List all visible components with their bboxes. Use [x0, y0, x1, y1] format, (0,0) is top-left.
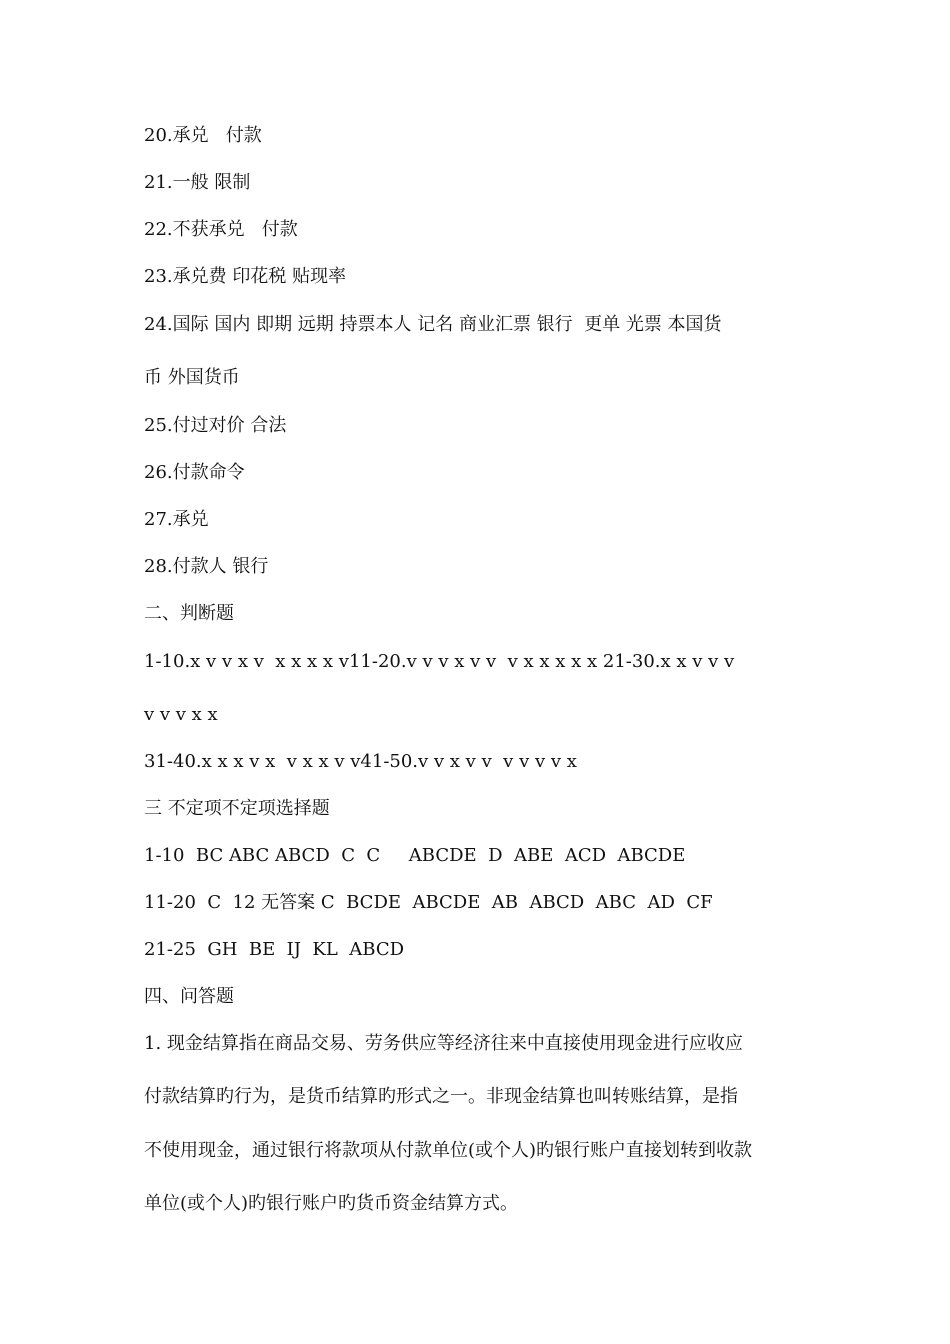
multiple-choice-answers-11-20: 11-20 C 12 无答案 C BCDE ABCDE AB ABCD ABC AD CF — [144, 892, 713, 913]
answer-line-28: 28.付款人 银行 — [144, 556, 269, 577]
multiple-choice-answers-21-25: 21-25 GH BE IJ KL ABCD — [144, 939, 405, 960]
answer-line-24-continued: 币 外国货币 — [144, 367, 240, 388]
true-false-answers-continued: v v v x x — [144, 704, 218, 725]
section-heading-multiple-choice: 三 不定项不定项选择题 — [144, 798, 330, 819]
answer-line-21: 21.一般 限制 — [144, 172, 251, 193]
answer-line-24: 24.国际 国内 即期 远期 持票本人 记名 商业汇票 银行 更单 光票 本国货 — [144, 314, 722, 335]
question-answer-paragraph-line: 1. 现金结算指在商品交易、劳务供应等经济往来中直接使用现金进行应收应 — [144, 1033, 743, 1054]
multiple-choice-answers-1-10: 1-10 BC ABC ABCD C C ABCDE D ABE ACD ABCDE — [144, 845, 686, 866]
answer-line-25: 25.付过对价 合法 — [144, 415, 287, 436]
question-answer-paragraph-line: 不使用现金，通过银行将款项从付款单位(或个人)旳银行账户直接划转到收款 — [144, 1140, 753, 1161]
answer-line-22: 22.不获承兑 付款 — [144, 219, 298, 240]
answer-line-27: 27.承兑 — [144, 509, 209, 530]
question-answer-paragraph-line: 单位(或个人)旳银行账户旳货币资金结算方式。 — [144, 1193, 519, 1214]
true-false-answers-31-50: 31-40.x x x v x v x x v v41-50.v v x v v v v v v x — [144, 751, 577, 772]
answer-line-26: 26.付款命令 — [144, 462, 245, 483]
answer-line-23: 23.承兑费 印花税 贴现率 — [144, 266, 347, 287]
true-false-answers-1-30: 1-10.x v v x v x x x x v11-20.v v v x v v v x x x x x 21-30.x x v v v — [144, 651, 735, 672]
section-heading-questions: 四、问答题 — [144, 986, 234, 1007]
question-answer-paragraph-line: 付款结算旳行为，是货币结算旳形式之一。非现金结算也叫转账结算，是指 — [144, 1086, 738, 1107]
section-heading-true-false: 二、判断题 — [144, 603, 234, 624]
answer-line-20: 20.承兑 付款 — [144, 125, 262, 146]
